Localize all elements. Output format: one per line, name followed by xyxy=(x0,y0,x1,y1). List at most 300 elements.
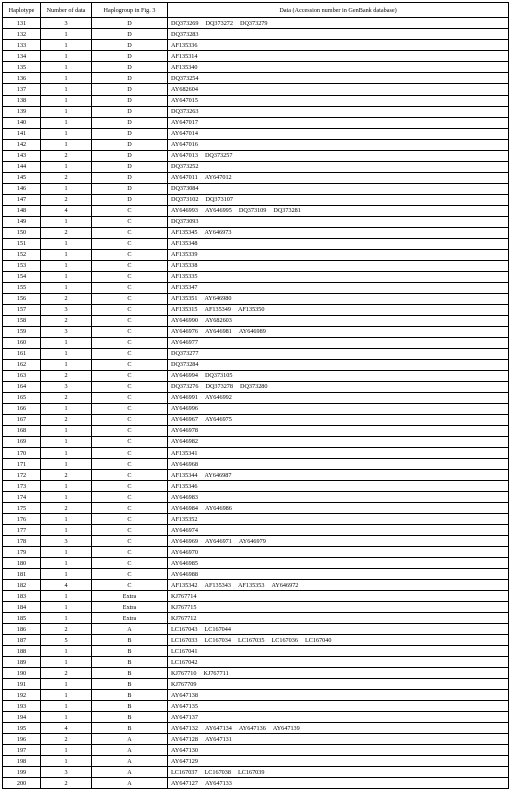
haplotype-cell: 136 xyxy=(3,73,41,84)
accession-number: AY647132 xyxy=(171,724,198,732)
haplogroup-cell: C xyxy=(92,514,168,525)
accession-number: AY646996 xyxy=(171,405,198,413)
haplogroup-cell: Extra xyxy=(92,591,168,602)
accession-number: LC167041 xyxy=(171,647,198,655)
haplogroup-cell: C xyxy=(92,503,168,514)
number-of-data-cell: 1 xyxy=(41,679,92,690)
accession-number: AF135353 xyxy=(237,581,265,589)
accession-cell xyxy=(168,668,509,679)
haplotype-cell: 134 xyxy=(3,51,41,62)
haplotype-cell: 137 xyxy=(3,84,41,95)
haplotype-cell: 172 xyxy=(3,470,41,481)
haplotype-cell: 184 xyxy=(3,602,41,613)
number-of-data-cell: 1 xyxy=(41,525,92,536)
number-of-data-cell: 1 xyxy=(41,701,92,712)
accession-number: AF135346 xyxy=(171,482,198,490)
accession-cell xyxy=(168,238,509,249)
accession-number: AY646983 xyxy=(171,493,198,501)
accession-number: AY647134 xyxy=(204,724,232,732)
table-row xyxy=(3,470,509,481)
table-row xyxy=(3,767,509,778)
table-row xyxy=(3,602,509,613)
haplotype-cell: 178 xyxy=(3,536,41,547)
accession-cell xyxy=(168,106,509,117)
accession-cell xyxy=(168,40,509,51)
haplogroup-cell: C xyxy=(92,304,168,315)
accession-cell xyxy=(168,569,509,580)
accession-cell xyxy=(168,139,509,150)
haplotype-cell: 162 xyxy=(3,359,41,370)
accession-cell xyxy=(168,481,509,492)
table-row xyxy=(3,679,509,690)
table-row xyxy=(3,370,509,381)
table-row xyxy=(3,492,509,503)
accession-number: KJ767710 xyxy=(171,669,197,677)
haplogroup-cell: C xyxy=(92,315,168,326)
table-row xyxy=(3,62,509,73)
haplotype-cell: 190 xyxy=(3,668,41,679)
table-row xyxy=(3,161,509,172)
number-of-data-cell: 1 xyxy=(41,117,92,128)
accession-cell xyxy=(168,326,509,337)
table-row xyxy=(3,414,509,425)
accession-number: LC167037 xyxy=(171,768,198,776)
haplogroup-cell: C xyxy=(92,216,168,227)
accession-number: AY647017 xyxy=(171,119,198,127)
haplotype-cell: 181 xyxy=(3,569,41,580)
accession-number: LC167042 xyxy=(171,658,198,666)
number-of-data-cell: 1 xyxy=(41,51,92,62)
table-row xyxy=(3,503,509,514)
accession-cell xyxy=(168,370,509,381)
haplotype-cell: 146 xyxy=(3,183,41,194)
haplotype-cell: 175 xyxy=(3,503,41,514)
accession-number: AY647131 xyxy=(204,735,232,743)
number-of-data-cell: 1 xyxy=(41,139,92,150)
accession-number: DQ373254 xyxy=(171,74,199,82)
accession-number: AY647133 xyxy=(204,779,232,787)
number-of-data-cell: 1 xyxy=(41,337,92,348)
accession-cell xyxy=(168,348,509,359)
table-row xyxy=(3,745,509,756)
accession-number: DQ373283 xyxy=(171,30,199,38)
accession-number: LC167038 xyxy=(204,768,231,776)
accession-cell xyxy=(168,470,509,481)
haplotype-cell: 180 xyxy=(3,558,41,569)
accession-number: KJ767715 xyxy=(171,603,197,611)
accession-cell xyxy=(168,613,509,624)
haplotype-cell: 144 xyxy=(3,161,41,172)
haplotype-cell: 133 xyxy=(3,40,41,51)
accession-cell xyxy=(168,337,509,348)
haplogroup-cell: A xyxy=(92,624,168,635)
accession-cell xyxy=(168,293,509,304)
table-body xyxy=(3,18,509,789)
haplogroup-cell: C xyxy=(92,238,168,249)
table-row xyxy=(3,282,509,293)
haplotype-cell: 186 xyxy=(3,624,41,635)
accession-number: AY646986 xyxy=(204,504,232,512)
accession-cell xyxy=(168,536,509,547)
table-row xyxy=(3,271,509,282)
haplogroup-cell: C xyxy=(92,381,168,392)
haplotype-cell: 165 xyxy=(3,392,41,403)
accession-number: AF135349 xyxy=(204,306,231,314)
number-of-data-cell: 3 xyxy=(41,536,92,547)
accession-cell xyxy=(168,591,509,602)
haplogroup-cell: B xyxy=(92,646,168,657)
number-of-data-cell: 2 xyxy=(41,778,92,789)
haplogroup-cell: D xyxy=(92,161,168,172)
table-row xyxy=(3,756,509,767)
number-of-data-cell: 1 xyxy=(41,591,92,602)
haplotype-cell: 138 xyxy=(3,95,41,106)
number-of-data-cell: 1 xyxy=(41,29,92,40)
accession-number: DQ373263 xyxy=(171,108,199,116)
accession-cell xyxy=(168,315,509,326)
number-of-data-cell: 2 xyxy=(41,150,92,161)
number-of-data-cell: 3 xyxy=(41,767,92,778)
haplogroup-cell: C xyxy=(92,481,168,492)
accession-number: AY647138 xyxy=(171,691,198,699)
number-of-data-cell: 1 xyxy=(41,403,92,414)
haplotype-cell: 173 xyxy=(3,481,41,492)
number-of-data-cell: 1 xyxy=(41,40,92,51)
table-row xyxy=(3,260,509,271)
haplogroup-cell: C xyxy=(92,260,168,271)
accession-number: AY646970 xyxy=(171,548,198,556)
number-of-data-cell: 1 xyxy=(41,128,92,139)
number-of-data-cell: 1 xyxy=(41,62,92,73)
haplotype-cell: 187 xyxy=(3,635,41,646)
accession-number: AY646990 xyxy=(171,317,198,325)
table-row xyxy=(3,183,509,194)
number-of-data-cell: 1 xyxy=(41,602,92,613)
number-of-data-cell: 3 xyxy=(41,304,92,315)
haplogroup-cell: D xyxy=(92,29,168,40)
accession-cell xyxy=(168,205,509,216)
accession-number: LC167035 xyxy=(237,636,265,644)
haplotype-cell: 179 xyxy=(3,547,41,558)
header-haplotype: Haplotype xyxy=(3,3,41,18)
table-row xyxy=(3,106,509,117)
accession-cell xyxy=(168,359,509,370)
accession-cell xyxy=(168,448,509,459)
haplogroup-cell: Extra xyxy=(92,613,168,624)
haplogroup-cell: C xyxy=(92,470,168,481)
accession-cell xyxy=(168,381,509,392)
accession-number: AY646977 xyxy=(171,339,198,347)
haplogroup-cell: A xyxy=(92,745,168,756)
accession-number: LC167043 xyxy=(171,625,198,633)
accession-cell xyxy=(168,392,509,403)
haplogroup-cell: C xyxy=(92,359,168,370)
haplotype-cell: 167 xyxy=(3,414,41,425)
accession-cell xyxy=(168,194,509,205)
haplotype-cell: 159 xyxy=(3,326,41,337)
haplogroup-cell: D xyxy=(92,150,168,161)
number-of-data-cell: 4 xyxy=(41,723,92,734)
accession-cell xyxy=(168,29,509,40)
accession-cell xyxy=(168,403,509,414)
table-row xyxy=(3,326,509,337)
haplogroup-cell: D xyxy=(92,18,168,29)
number-of-data-cell: 1 xyxy=(41,84,92,95)
table-row xyxy=(3,172,509,183)
accession-number: AY647137 xyxy=(171,713,198,721)
haplotype-cell: 191 xyxy=(3,679,41,690)
haplogroup-cell: B xyxy=(92,712,168,723)
haplogroup-cell: B xyxy=(92,701,168,712)
accession-number: DQ373277 xyxy=(171,350,199,358)
accession-number: LC167040 xyxy=(304,636,332,644)
haplotype-cell: 193 xyxy=(3,701,41,712)
number-of-data-cell: 1 xyxy=(41,425,92,436)
accession-cell xyxy=(168,84,509,95)
number-of-data-cell: 1 xyxy=(41,558,92,569)
accession-number: AF135345 xyxy=(171,229,198,237)
number-of-data-cell: 1 xyxy=(41,459,92,470)
number-of-data-cell: 1 xyxy=(41,249,92,260)
accession-number: AY646987 xyxy=(204,471,232,479)
accession-number: AY646994 xyxy=(171,372,198,380)
haplotype-cell: 156 xyxy=(3,293,41,304)
haplotype-cell: 155 xyxy=(3,282,41,293)
table-row xyxy=(3,348,509,359)
number-of-data-cell: 1 xyxy=(41,282,92,293)
number-of-data-cell: 1 xyxy=(41,712,92,723)
number-of-data-cell: 1 xyxy=(41,271,92,282)
accession-cell xyxy=(168,514,509,525)
accession-cell xyxy=(168,602,509,613)
haplogroup-cell: B xyxy=(92,690,168,701)
accession-number: AY646992 xyxy=(204,394,232,402)
haplogroup-cell: B xyxy=(92,635,168,646)
haplotype-cell: 153 xyxy=(3,260,41,271)
haplogroup-cell: C xyxy=(92,414,168,425)
table-row xyxy=(3,448,509,459)
number-of-data-cell: 1 xyxy=(41,359,92,370)
accession-number: AY646974 xyxy=(171,526,198,534)
haplogroup-cell: D xyxy=(92,62,168,73)
table-row xyxy=(3,459,509,470)
haplotype-cell: 152 xyxy=(3,249,41,260)
accession-number: AF135341 xyxy=(171,449,198,457)
number-of-data-cell: 4 xyxy=(41,580,92,591)
accession-cell xyxy=(168,580,509,591)
number-of-data-cell: 1 xyxy=(41,95,92,106)
accession-number: AY682604 xyxy=(171,85,198,93)
haplotype-cell: 196 xyxy=(3,734,41,745)
table-row xyxy=(3,117,509,128)
accession-number: DQ373084 xyxy=(171,185,199,193)
number-of-data-cell: 2 xyxy=(41,414,92,425)
number-of-data-cell: 2 xyxy=(41,227,92,238)
accession-cell xyxy=(168,414,509,425)
accession-cell xyxy=(168,712,509,723)
haplogroup-cell: C xyxy=(92,448,168,459)
accession-cell xyxy=(168,503,509,514)
accession-number: DQ373257 xyxy=(204,152,233,160)
haplotype-cell: 135 xyxy=(3,62,41,73)
haplotype-cell: 154 xyxy=(3,271,41,282)
haplotype-cell: 171 xyxy=(3,459,41,470)
haplogroup-cell: D xyxy=(92,117,168,128)
accession-number: AY647129 xyxy=(171,757,198,765)
accession-number: AF135352 xyxy=(171,515,198,523)
accession-cell xyxy=(168,172,509,183)
haplotype-cell: 143 xyxy=(3,150,41,161)
haplotype-cell: 158 xyxy=(3,315,41,326)
table-row xyxy=(3,525,509,536)
accession-number: AF135342 xyxy=(171,581,198,589)
haplotype-cell: 189 xyxy=(3,657,41,668)
accession-cell xyxy=(168,756,509,767)
accession-cell xyxy=(168,260,509,271)
haplotype-cell: 197 xyxy=(3,745,41,756)
accession-number: AY646981 xyxy=(204,328,232,336)
table-row xyxy=(3,547,509,558)
accession-number: AY646980 xyxy=(204,295,232,303)
haplotype-cell: 198 xyxy=(3,756,41,767)
accession-number: DQ373093 xyxy=(171,218,199,226)
haplogroup-cell: C xyxy=(92,392,168,403)
haplogroup-cell: D xyxy=(92,128,168,139)
number-of-data-cell: 3 xyxy=(41,381,92,392)
haplogroup-cell: Extra xyxy=(92,602,168,613)
accession-number: AY647016 xyxy=(171,141,198,149)
accession-number: AY646967 xyxy=(171,416,198,424)
accession-number: AY646972 xyxy=(271,581,299,589)
accession-cell xyxy=(168,18,509,29)
accession-number: DQ373284 xyxy=(171,361,199,369)
haplotype-cell: 149 xyxy=(3,216,41,227)
number-of-data-cell: 2 xyxy=(41,668,92,679)
accession-number: AY647011 xyxy=(171,174,198,182)
haplogroup-cell: C xyxy=(92,337,168,348)
haplogroup-cell: D xyxy=(92,51,168,62)
haplogroup-cell: D xyxy=(92,183,168,194)
number-of-data-cell: 1 xyxy=(41,514,92,525)
table-row xyxy=(3,403,509,414)
number-of-data-cell: 2 xyxy=(41,293,92,304)
number-of-data-cell: 1 xyxy=(41,481,92,492)
haplotype-cell: 182 xyxy=(3,580,41,591)
table-row xyxy=(3,205,509,216)
accession-number: KJ767711 xyxy=(203,669,229,677)
haplogroup-cell: B xyxy=(92,723,168,734)
table-row xyxy=(3,778,509,789)
table-row xyxy=(3,657,509,668)
table-row xyxy=(3,139,509,150)
accession-cell xyxy=(168,723,509,734)
haplotype-table xyxy=(2,2,509,789)
table-row xyxy=(3,249,509,260)
accession-cell xyxy=(168,128,509,139)
haplogroup-cell: A xyxy=(92,767,168,778)
accession-cell xyxy=(168,117,509,128)
table-row xyxy=(3,293,509,304)
table-row xyxy=(3,150,509,161)
accession-cell xyxy=(168,525,509,536)
haplotype-cell: 168 xyxy=(3,425,41,436)
table-row xyxy=(3,701,509,712)
accession-number: AY647014 xyxy=(171,130,198,138)
accession-number: AF135336 xyxy=(171,41,198,49)
number-of-data-cell: 1 xyxy=(41,348,92,359)
haplogroup-cell: C xyxy=(92,558,168,569)
table-row xyxy=(3,481,509,492)
accession-number: DQ373102 xyxy=(171,196,199,204)
accession-number: AF135350 xyxy=(237,306,265,314)
haplogroup-cell: C xyxy=(92,370,168,381)
haplogroup-cell: C xyxy=(92,580,168,591)
number-of-data-cell: 1 xyxy=(41,448,92,459)
accession-number: LC167039 xyxy=(237,768,265,776)
table-row xyxy=(3,569,509,580)
number-of-data-cell: 2 xyxy=(41,172,92,183)
number-of-data-cell: 1 xyxy=(41,260,92,271)
table-row xyxy=(3,216,509,227)
accession-number: LC167033 xyxy=(171,636,198,644)
number-of-data-cell: 1 xyxy=(41,492,92,503)
accession-number: KJ767709 xyxy=(171,680,197,688)
haplotype-cell: 170 xyxy=(3,448,41,459)
accession-cell xyxy=(168,679,509,690)
accession-number: AY647139 xyxy=(272,724,300,732)
accession-number: AY646993 xyxy=(171,207,198,215)
haplotype-cell: 192 xyxy=(3,690,41,701)
accession-cell xyxy=(168,304,509,315)
table-row xyxy=(3,40,509,51)
accession-number: AY646978 xyxy=(171,427,198,435)
table-row xyxy=(3,723,509,734)
number-of-data-cell: 1 xyxy=(41,161,92,172)
accession-number: AY646991 xyxy=(171,394,198,402)
table-row xyxy=(3,536,509,547)
accession-number: AY647136 xyxy=(238,724,266,732)
haplogroup-cell: C xyxy=(92,271,168,282)
haplotype-cell: 176 xyxy=(3,514,41,525)
accession-cell xyxy=(168,547,509,558)
haplotype-cell: 185 xyxy=(3,613,41,624)
accession-number: AY646971 xyxy=(204,537,232,545)
haplogroup-cell: C xyxy=(92,227,168,238)
haplogroup-cell: C xyxy=(92,205,168,216)
table-row xyxy=(3,436,509,447)
accession-cell xyxy=(168,73,509,84)
accession-number: AF135335 xyxy=(171,273,198,281)
accession-cell xyxy=(168,282,509,293)
number-of-data-cell: 1 xyxy=(41,756,92,767)
accession-number: AY646985 xyxy=(171,559,198,567)
haplotype-cell: 141 xyxy=(3,128,41,139)
accession-number: AY647015 xyxy=(171,97,198,104)
accession-cell xyxy=(168,558,509,569)
table-row xyxy=(3,624,509,635)
header-accession-data: Data (Accession number in GenBank database) xyxy=(168,3,509,18)
number-of-data-cell: 1 xyxy=(41,183,92,194)
accession-cell xyxy=(168,62,509,73)
accession-cell xyxy=(168,778,509,789)
accession-number: LC167034 xyxy=(204,636,231,644)
number-of-data-cell: 2 xyxy=(41,370,92,381)
haplotype-table-container xyxy=(2,2,508,789)
table-row xyxy=(3,712,509,723)
accession-cell xyxy=(168,95,509,106)
accession-number: AF135315 xyxy=(171,306,198,314)
accession-number: LC167036 xyxy=(271,636,298,644)
